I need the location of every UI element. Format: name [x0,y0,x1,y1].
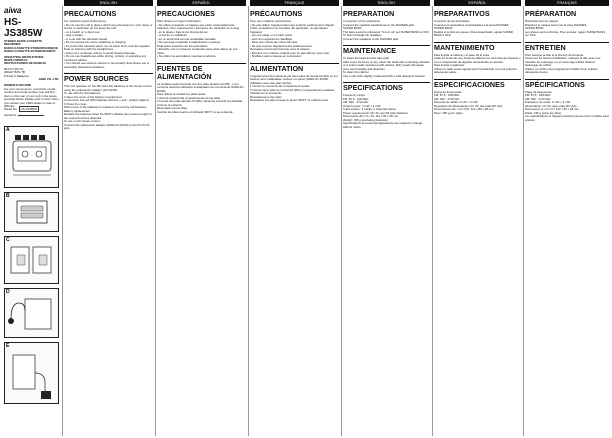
language-header: FRANÇAIS [250,0,339,6]
text-column-spanish-2 [434,1,521,436]
section-heading: ENTRETIEN [525,42,609,52]
cover-column [4,6,59,436]
section-body: Plage de fréquences FM: 87,5 - 108 MHz AM: 530 - 1710 kHz Puissance de sortie: 4 mW + 4 mW Alimentation: CC 3V, deux piles R6 (AA) Dimensions (L x H x P): 112 x 82 x 28 mm Poids: 195 g (sans les piles) Les spécifications et l'aspect extérieur peuvent être modifiés sans préavis. [525,89,609,122]
instruction-titles: OPERATING INSTRUCTIONS MODE D'EMPLOI INSTRUCCIONES DE MANEJO [4,54,46,66]
column-divider [432,6,433,436]
model-number: HS-JS385W [4,17,43,39]
figure-b: B [4,192,59,232]
language-header: ESPAÑOL [434,0,521,6]
figure-c: C [4,236,59,284]
column-divider [341,6,342,436]
text-column-french-1 [250,1,339,436]
section-heading: PREPARATION [343,9,395,18]
section-body: Pour nettoyer la tête et le chemin de la bande Toutes les 10 heures d'utilisation, nettoyez la tête avec une cassette de nettoyage ou un coton-tige imbibé d'alcool. Nettoyage du coffret Utilisez un chiffon doux légèrement imbibé d'une solution détergente douce. [525,52,601,74]
text-column-spanish-1 [157,1,246,436]
serial-no-row [4,112,59,118]
language-header: ENGLISH [343,0,430,6]
section-body: To clean the head and the tape path After every 10 hours of use, clean the head with a cleaning cassette or a cotton swab moistened with alcohol. Dirty heads will cause poor sound quality and distortion. To clean the cabinet Use a soft cloth slightly moistened with a mild detergent solution. [343,56,430,78]
model-no-value: HS-JS385W [20,107,38,112]
section-heading: MANTENIMIENTO [434,42,521,52]
section-body: Conexión de los auriculares Conecte los auriculares suministrados a la toma PHONES. SUPER BASS Realza el sonido de graves. Para desactivarlo, ajuste SUPER BASS a OFF. [434,19,513,37]
section-heading: ALIMENTATION [250,63,339,73]
ac-adaptor-illustration [5,343,58,403]
section-heading: PRÉPARATION [525,9,577,18]
headphones-connection-illustration [5,289,58,337]
text-column-english-1 [64,1,153,436]
column-divider [155,6,156,436]
section-heading: PRÉCAUTIONS [250,9,303,18]
section-body: Gama de frecuencias FM: 87,5 - 108 MHz AM: 530 - 1710 kHz Potencia de salida: 4 mW + 4 mW Requisitos de alimentación: CC 3V, dos pilas R6 (AA) Dimensiones (An x Al x Prf): 112 x 82 x 28 mm Peso: 195 g (sin pilas) [434,89,503,115]
section-heading: FUENTES DE ALIMENTACIÓN [157,63,246,81]
column-divider [62,6,63,436]
section-body: This unit operates on two R6 (size AA) batteries or the house current using the optional AC adaptor (AC-DC09). To use with dry cell batteries 1 Open the cover of the battery compartment. 2 Insert two size AA (R6) batteries with the + and - polarity aligned. 3 Close the cover. When none of the batteries is replaced, remove the old batteries. Battery replacement Replace the batteries when the BATT indicator lamp does not light or the sound becomes distorted. To use on AC house current Connect the optional AC adaptor (AIWA AC-DC09) to the DC IN 3V jack. [64,84,152,130]
section-body: For maximum good performance • Do not use the unit in places which are extremely hot, cold, dusty or humid. In particular, do not leave the unit: - on a beach or in direct sun - near a heater - in a car with the windows closed • Do not expose the unit to splashing or dripping. • To protect the cassette tapes, do not leave them near the speaker. Note on listening with the headphones • Listen at a moderate volume to avoid hearing damage. • Do not use headphones while driving, cycling, or operating any motorized vehicle. • You should use extreme caution or temporarily discontinue use in potentially hazardous situations. [64,19,153,69]
section-body: La unidad puede funcionar con dos pilas tamaño AA (R6), o con corriente eléctrica utilizando el adaptador de CA opcional (AIWA AC-DC09). Para utilizar la unidad con pilas secas 1 Abra la cubierta del compartimiento de las pilas. 2 Inserte dos pilas tamaño AA (R6), haciendo coincidir la polaridad. 3 Cierre la cubierta. Reemplazo de las pilas Cambie las pilas cuando el indicador BATT no se encienda. [157,81,245,114]
section-heading: PRECAUTIONS [64,9,117,18]
section-heading: PRECAUCIONES [157,9,215,18]
section-body: Para obtener el mejor rendimiento • No utilice el aparato en lugares que estén extremadamente calientes, fríos, polvorientos o húmedos. En particular no lo deje: - en la playa o bajo la luz directa del sol - cerca de un calefactor - en un automóvil con las ventanillas cerradas • No exponga el aparato a salpicaduras ni goteos. Nota sobre escucha con los auriculares • Escuche con un volumen moderado para evitar daños en sus oídos. • No utilice los auriculares mientras conduzca. [157,19,240,58]
language-header: ENGLISH [64,0,153,6]
figure-d: D [4,288,59,338]
section-heading: POWER SOURCES [64,73,153,83]
language-header: ESPAÑOL [157,0,246,6]
section-body: Connection of the earphones Connect the supplied headphones to the PHONES jack. SUPER BASS The bass sound is enhanced. To turn off, set SUPER BASS to OFF. To listen through the speakers Connect the speakers to the PHONES jack. [343,19,430,41]
section-body: Raccordement du casque Branchez le casque fourni sur la prise PHONES. SUPER BASS Les graves sont renforcés. Pour annuler, réglez SUPER BASS sur OFF. [525,19,606,37]
product-titles: STEREO RADIO CASSETTE RECORDER RADIO-CASSETTE STEREOPHONIQUE RADIO-CASSETTE ESTEREOFONICO [4,39,58,54]
section-heading: SPECIFICATIONS [343,82,430,92]
owners-record-title: OWNER'S RECORD [4,83,32,88]
section-body: Frequency range FM: 87.5 - 108 MHz AM: 530 - 1710 kHz Output power: 4 mW + 4 mW Track system: 4 tracks, 2 channels stereo Power requirements: DC 3V, two R6 (AA) batteries Dimensions (W x H x D): 112 x 82 x 28 mm Weight: 195 g (excluding batteries) Specifications and external appearance are subject to change without notice. [343,93,423,129]
model-no-label: Model No. [4,107,18,112]
section-heading: PREPARATIVOS [434,9,490,18]
figure-e: E [4,342,59,404]
brand-line: AIWA CO.,LTD. [38,77,59,82]
section-body: Para limpiar la cabeza y el paso de la cinta Cada 10 horas de uso, limpie la cabeza con una cinta de limpieza o con un bastoncillo de algodón humedecido en alcohol. Para limpiar el gabinete Utilice un paño suave ligeramente humedecido con una solución detergente suave. [434,52,521,74]
figure-a: A [4,126,59,188]
print-codes: 8Z-FUT-907-01 000227 BXS-TB Printed in Malaysia [4,66,29,78]
serial-no-label: Serial No. [4,112,18,117]
section-body: L'appareil peut être alimenté par deux piles de format AA (R6) ou sur secteur avec l'adaptateur secteur en option (AIWA AC-DC09). Utilisation avec des piles sèches 1 Ouvrez le couvercle du compartiment à piles. 2 Insérez deux piles de format AA (R6) en respectant les polarités. 3 Refermez le couvercle. Remplacement des piles Remplacez les piles lorsque le témoin BATT ne s'allume plus. [250,73,338,102]
column-divider [523,6,524,436]
language-header: FRANÇAIS [525,0,609,6]
owners-record-text: For your convenience, record the model number and serial number (you will find them on the rear of your set) in the space provided below. Please refer to them when you contact your AIWA dealer in case of difficulty. [4,86,59,108]
section-body: Pour une meilleure performance • Ne pas utiliser l'appareil dans des endroits extrêmement chauds, froids, poussiéreux ou humides. En particulier, ne pas laisser l'appareil: - sur une plage ou en plein soleil - près d'un appareil de chauffage - dans une voiture aux vitres fermées • Ne pas exposer l'appareil à des éclaboussures. Remarque concernant l'écoute avec le casque • Écoutez à un volume modéré pour ne pas abîmer votre ouïe. • N'utilisez pas le casque en conduisant. [250,19,335,58]
section-heading: SPÉCIFICATIONS [525,79,609,89]
aiwa-logo: aiwa [4,6,22,15]
column-divider [248,6,249,436]
text-column-french-2 [525,1,609,436]
text-column-english-2 [343,1,430,436]
section-heading: MAINTENANCE [343,45,430,55]
section-heading: ESPECIFICACIONES [434,79,521,89]
serial-no-field [18,112,44,116]
battery-insert-illustration [5,193,58,231]
cassette-player-illustration [5,127,58,187]
cover-open-illustration [5,237,58,283]
